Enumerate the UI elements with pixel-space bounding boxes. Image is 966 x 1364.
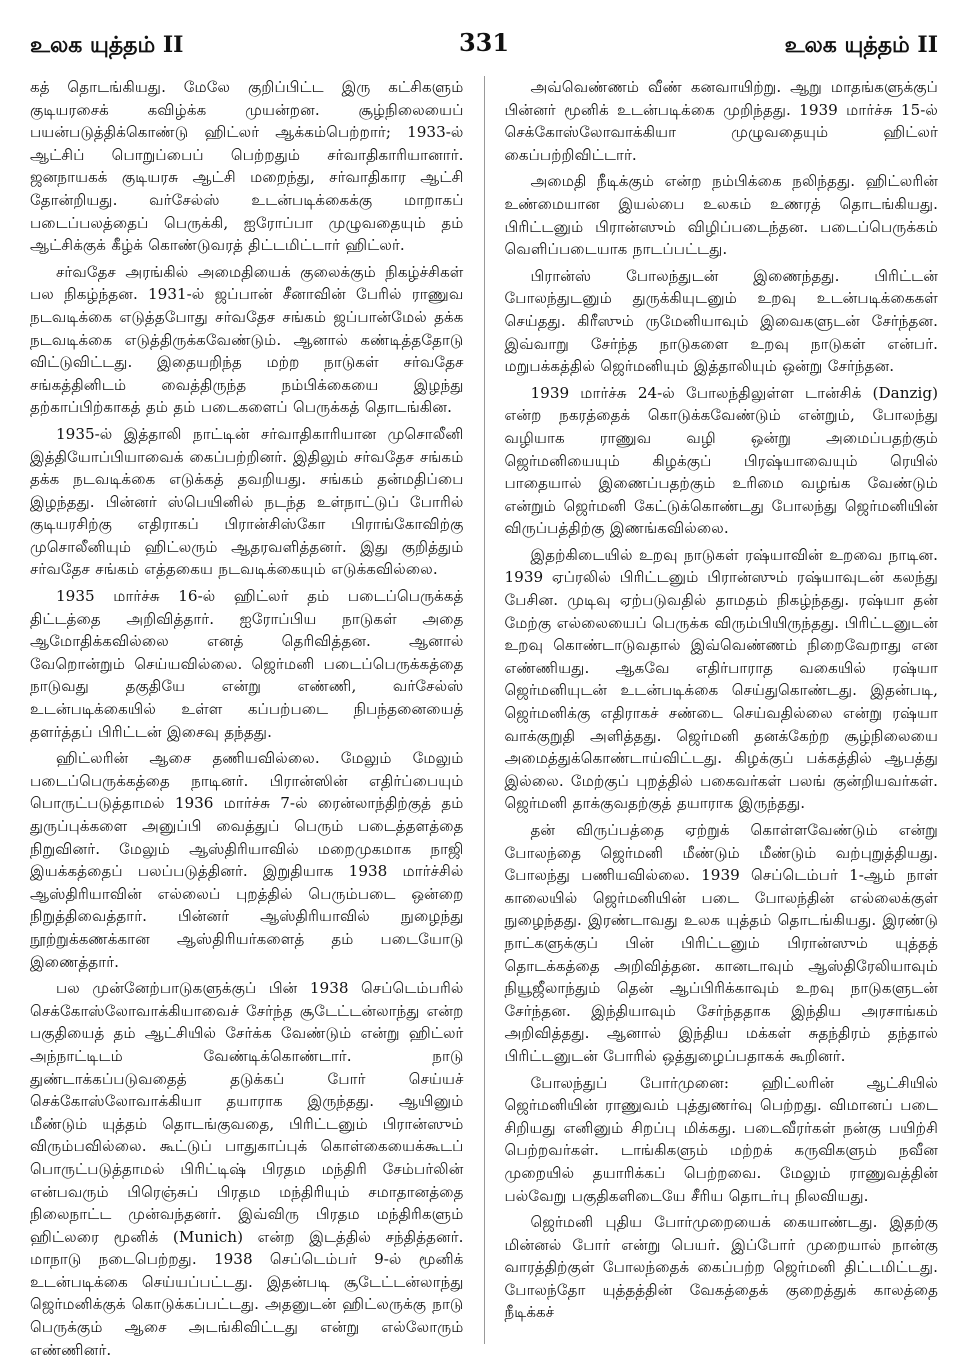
page-number: 331 (458, 28, 510, 57)
paragraph: அமைதி நீடிக்கும் என்ற நம்பிக்கை நலிந்தது. ஹிட்லரின் உண்மையான இயல்பை உலகம் உணரத் தொடங்கியது. பிரிட்டனும் பிரான்ஸும் விழிப்படைந்தன. படைப்பெருக்கம் வெளிப்படையாக நாடப்பட்டது. (504, 172, 938, 259)
paragraph: சர்வதேச அரங்கில் அமைதியைக் குலைக்கும் நிகழ்ச்சிகள் பல நிகழ்ந்தன. 1931-ல் ஜப்பான் சீனாவின் பேரில் ராணுவ நடவடிக்கை எடுத்தபோது சர்வதேச சங்கம் ஜப்பான்மேல் தக்க நடவடிக்கை எடுத்திருக்கவேண்டும். ஆனால் கண்டித்ததோடு விட்டுவிட்டது. இதையறிந்த மற்ற நாடுகள் சர்வதேச சங்கத்தினிடம் வைத்திருந்த நம்பிக்கையை இழந்து தற்காப்பிற்காகத் தம் தம் படைகளைப் பெருக்கத் தொடங்கின. (30, 262, 464, 417)
column-divider (484, 76, 485, 1344)
paragraph: அவ்வெண்ணம் வீண் கனவாயிற்று. ஆறு மாதங்களுக்குப் பின்னர் மூனிக் உடன்படிக்கை முறிந்தது. 1939 மார்ச்சு 15-ல் செக்கோஸ்லோவாக்கியா முழுவதையும் ஹிட்லர் கைப்பற்றிவிட்டார். (504, 78, 938, 164)
running-title-right: உலக யுத்தம் II (784, 32, 938, 58)
paragraph: பிரான்ஸ் போலந்துடன் இணைந்தது. பிரிட்டன் போலந்துடனும் துருக்கியுடனும் உறவு உடன்படிக்கைகள் செய்தது. கிரீஸும் ருமேனியாவும் இவைகளுடன் சேர்ந்தன. இவ்வாறு சேர்ந்த நாடுகளை உறவு நாடுகள் என்பர். மறுபக்கத்தில் ஜெர்மனியும் இத்தாலியும் ஒன்று சேர்ந்தன. (504, 266, 938, 376)
text-columns (30, 76, 938, 1359)
running-title-left: உலக யுத்தம் II (30, 32, 184, 58)
paragraph: பல முன்னேற்பாடுகளுக்குப் பின் 1938 செப்டெம்பரில் செக்கோஸ்லோவாக்கியாவைச் சேர்ந்த சூடேட்டன்லாந்து என்ற பகுதியைத் தம் ஆட்சியில் சேர்க்க வேண்டும் என்று ஹிட்லர் அந்நாட்டிடம் வேண்டிக்கொண்டார். நாடு துண்டாக்கப்படுவதைத் தடுக்கப் போர் செய்யச் செக்கோஸ்லோவாக்கியா தயாராக இருந்தது. ஆயினும் மீண்டும் யுத்தம் தொடங்குவதை, பிரிட்டனும் பிரான்ஸும் விரும்பவில்லை. கூட்டுப் பாதுகாப்புக் கொள்கையைக்கூடப் பொருட்படுத்தாமல் பிரிட்டிஷ் பிரதம மந்திரி சேம்பர்லின் என்பவரும் பிரெஞ்சுப் பிரதம மந்திரியும் சமாதானத்தை நிலைநாட்ட முன்வந்தனர். இவ்விரு பிரதம மந்திரிகளும் ஹிட்லரை மூனிக் (Munich) என்ற இடத்தில் சந்தித்தனர். மாநாடு நடைபெற்றது. 1938 செப்டெம்பர் 9-ல் மூனிக் உடன்படிக்கை செய்யப்பட்டது. இதன்படி சூடேட்டன்லாந்து ஜெர்மனிக்குக் கொடுக்கப்பட்டது. அதனுடன் ஹிட்லருக்கு நாடு பெருக்கும் ஆசை அடங்கிவிட்டது என்று எல்லோரும் எண்ணினர். (30, 979, 464, 1359)
page-header (30, 26, 938, 76)
paragraph: கத் தொடங்கியது. மேலே குறிப்பிட்ட இரு கட்சிகளும் குடியரசைக் கவிழ்க்க முயன்றன. சூழ்நிலையைப் பயன்படுத்திக்கொண்டு ஹிட்லர் ஆக்கம்பெற்றார்; 1933-ல் ஆட்சிப் பொறுப்பைப் பெற்றதும் சர்வாதிகாரியானார். ஜனநாயகக் குடியரசு ஆட்சி மறைந்து, சர்வாதிகார ஆட்சி தோன்றியது. வர்சேல்ஸ் உடன்படிக்கைக்கு மாறாகப் படைப்பலத்தைப் பெருக்கி, ஐரோப்பா முழுவதையும் தம் ஆட்சிக்குக் கீழ்க் கொண்டுவரத் திட்டமிட்டார் ஹிட்லர். (30, 78, 464, 255)
paragraph: ஜெர்மனி புதிய போர்முறையைக் கையாண்டது. இதற்கு மின்னல் போர் என்று பெயர். இப்போர் முறையால் நான்கு வாரத்திற்குள் போலந்தைக் கைப்பற்ற ஜெர்மனி திட்டமிட்டது. போலந்தோ யுத்தத்தின் வேகத்தைக் குறைத்துக் காலத்தை நீடிக்கச் (504, 1213, 938, 1322)
paragraph: போலந்துப் போர்முனை: ஹிட்லரின் ஆட்சியில் ஜெர்மனியின் ராணுவம் புத்துணர்வு பெற்றது. விமானப் படை சிறியது எனினும் சிறப்பு மிக்கது. படைவீரர்கள் நன்கு பயிற்சி பெற்றவர்கள். டாங்கிகளும் மற்றக் கருவிகளும் நவீன முறையில் தயாரிக்கப் பெற்றவை. மேலும் ராணுவத்தின் பல்வேறு பகுதிகளிடையே சீரிய தொடர்பு நிலவியது. (504, 1073, 938, 1205)
paragraph: தன் விருப்பத்தை ஏற்றுக் கொள்ளவேண்டும் என்று போலந்தை ஜெர்மனி மீண்டும் மீண்டும் வற்புறுத்தியது. போலந்து பணியவில்லை. 1939 செப்டெம்பர் 1-ஆம் நாள் காலையில் ஜெர்மனியின் படை போலந்தின் எல்லைக்குள் நுழைந்தது. இரண்டாவது உலக யுத்தம் தொடங்கியது. இரண்டு நாட்களுக்குப் பின் பிரிட்டனும் பிரான்ஸும் யுத்தத் தொடக்கத்தை அறிவித்தன. கானடாவும் ஆஸ்திரேலியாவும் நியூஜீலாந்தும் தென் ஆப்பிரிக்காவும் உறவு நாடுகளுடன் சேர்ந்தன. இந்தியாவும் சேர்ந்ததாக இந்திய அரசாங்கம் அறிவித்தது. ஆனால் இந்திய மக்கள் சுதந்திரம் தந்தால் பிரிட்டனுடன் போரில் ஒத்துழைப்பதாகக் கூறினர். (504, 821, 938, 1065)
right-column (505, 76, 939, 1344)
paragraph: ஹிட்லரின் ஆசை தணியவில்லை. மேலும் மேலும் படைப்பெருக்கத்தை நாடினர். பிரான்ஸின் எதிர்ப்பையும் பொருட்படுத்தாமல் 1936 மார்ச்சு 7-ல் ரைன்லாந்திற்குத் தம் துருப்புக்களை அனுப்பி வைத்துப் பெரும் படைத்தளத்தை நிறுவினர். மேலும் ஆஸ்திரியாவில் மறைமுகமாக நாஜி இயக்கத்தைப் பலப்படுத்தினர். இறுதியாக 1938 மார்ச்சில் ஆஸ்திரியாவின் எல்லைப் புறத்தில் பெரும்படை ஒன்றை நிறுத்திவைத்தார். பின்னர் ஆஸ்திரியாவில் நுழைந்து நூற்றுக்கணக்கான ஆஸ்திரியர்களைத் தம் படையோடு இணைத்தார். (30, 749, 464, 971)
paragraph: 1935 மார்ச்சு 16-ல் ஹிட்லர் தம் படைப்பெருக்கத் திட்டத்தை அறிவித்தார். ஐரோப்பிய நாடுகள் அதை ஆமோதிக்கவில்லை எனத் தெரிவித்தன. ஆனால் வேறொன்றும் செய்யவில்லை. ஜெர்மனி படைப்பெருக்கத்தை நாடுவது தகுதியே என்று எண்ணி, வர்சேல்ஸ் உடன்படிக்கையில் உள்ள கப்பற்படை நிபந்தனையைத் தளர்த்தப் பிரிட்டன் இசைவு தந்தது. (30, 587, 464, 741)
paragraph: 1935-ல் இத்தாலி நாட்டின் சர்வாதிகாரியான முசொலீனி இத்தியோப்பியாவைக் கைப்பற்றினர். இதிலும் சர்வதேச சங்கம் தக்க நடவடிக்கை எடுக்கத் தவறியது. சங்கம் தன்மதிப்பை இழந்தது. பின்னர் ஸ்பெயினில் நடந்த உள்நாட்டுப் போரில் குடியரசிற்கு எதிராகப் பிரான்சிஸ்கோ பிராங்கோவிற்கு முசொலீனியும் ஹிட்லரும் ஆதரவளித்தனர். இது குறித்தும் சர்வதேச சங்கம் எத்தகைய நடவடிக்கையும் எடுக்கவில்லை. (30, 424, 464, 579)
left-column (30, 76, 464, 1359)
paragraph: இதற்கிடையில் உறவு நாடுகள் ரஷ்யாவின் உறவை நாடின. 1939 ஏப்ரலில் பிரிட்டனும் பிரான்ஸும் ரஷ்யாவுடன் கலந்து பேசின. முடிவு ஏற்படுவதில் தாமதம் நிகழ்ந்தது. ரஷ்யா தன் மேற்கு எல்லையைப் பெருக்க விரும்பியிருந்தது. பிரிட்டனுடன் உறவு கொண்டாடுவதால் இவ்வெண்ணம் நிறைவேறாது என எண்ணியது. ஆகவே எதிர்பாராத வகையில் ரஷ்யா ஜெர்மனியுடன் உடன்படிக்கை செய்துகொண்டது. இதன்படி, ஜெர்மனிக்கு எதிராகச் சண்டை செய்வதில்லை என்று ரஷ்யா வாக்குறுதி அளித்தது. ஜெர்மனி தனக்கேற்ற சூழ்நிலையை அமைத்துக்கொண்டாய்விட்டது. கிழக்குப் பக்கத்தில் ஆபத்து இல்லை. மேற்குப் புறத்தில் பகைவர்கள் பலங் குன்றியவர்கள். ஜெர்மனி தாக்குவதற்குத் தயாராக இருந்தது. (504, 545, 938, 813)
paragraph: 1939 மார்ச்சு 24-ல் போலந்திலுள்ள டான்சிக் (Danzig) என்ற நகரத்தைக் கொடுக்கவேண்டும் என்றும், போலந்து வழியாக ராணுவ வழி ஒன்று அமைப்பதற்கும் ஜெர்மனியையும் கிழக்குப் பிரஷ்யாவையும் ரெயில் பாதையால் இணைப்பதற்கும் உரிமை வழங்க வேண்டும் என்றும் ஜெர்மனி கேட்டுக்கொண்டது போலந்து ஜெர்மனியின் விருப்பத்திற்கு இணங்கவில்லை. (504, 383, 938, 538)
